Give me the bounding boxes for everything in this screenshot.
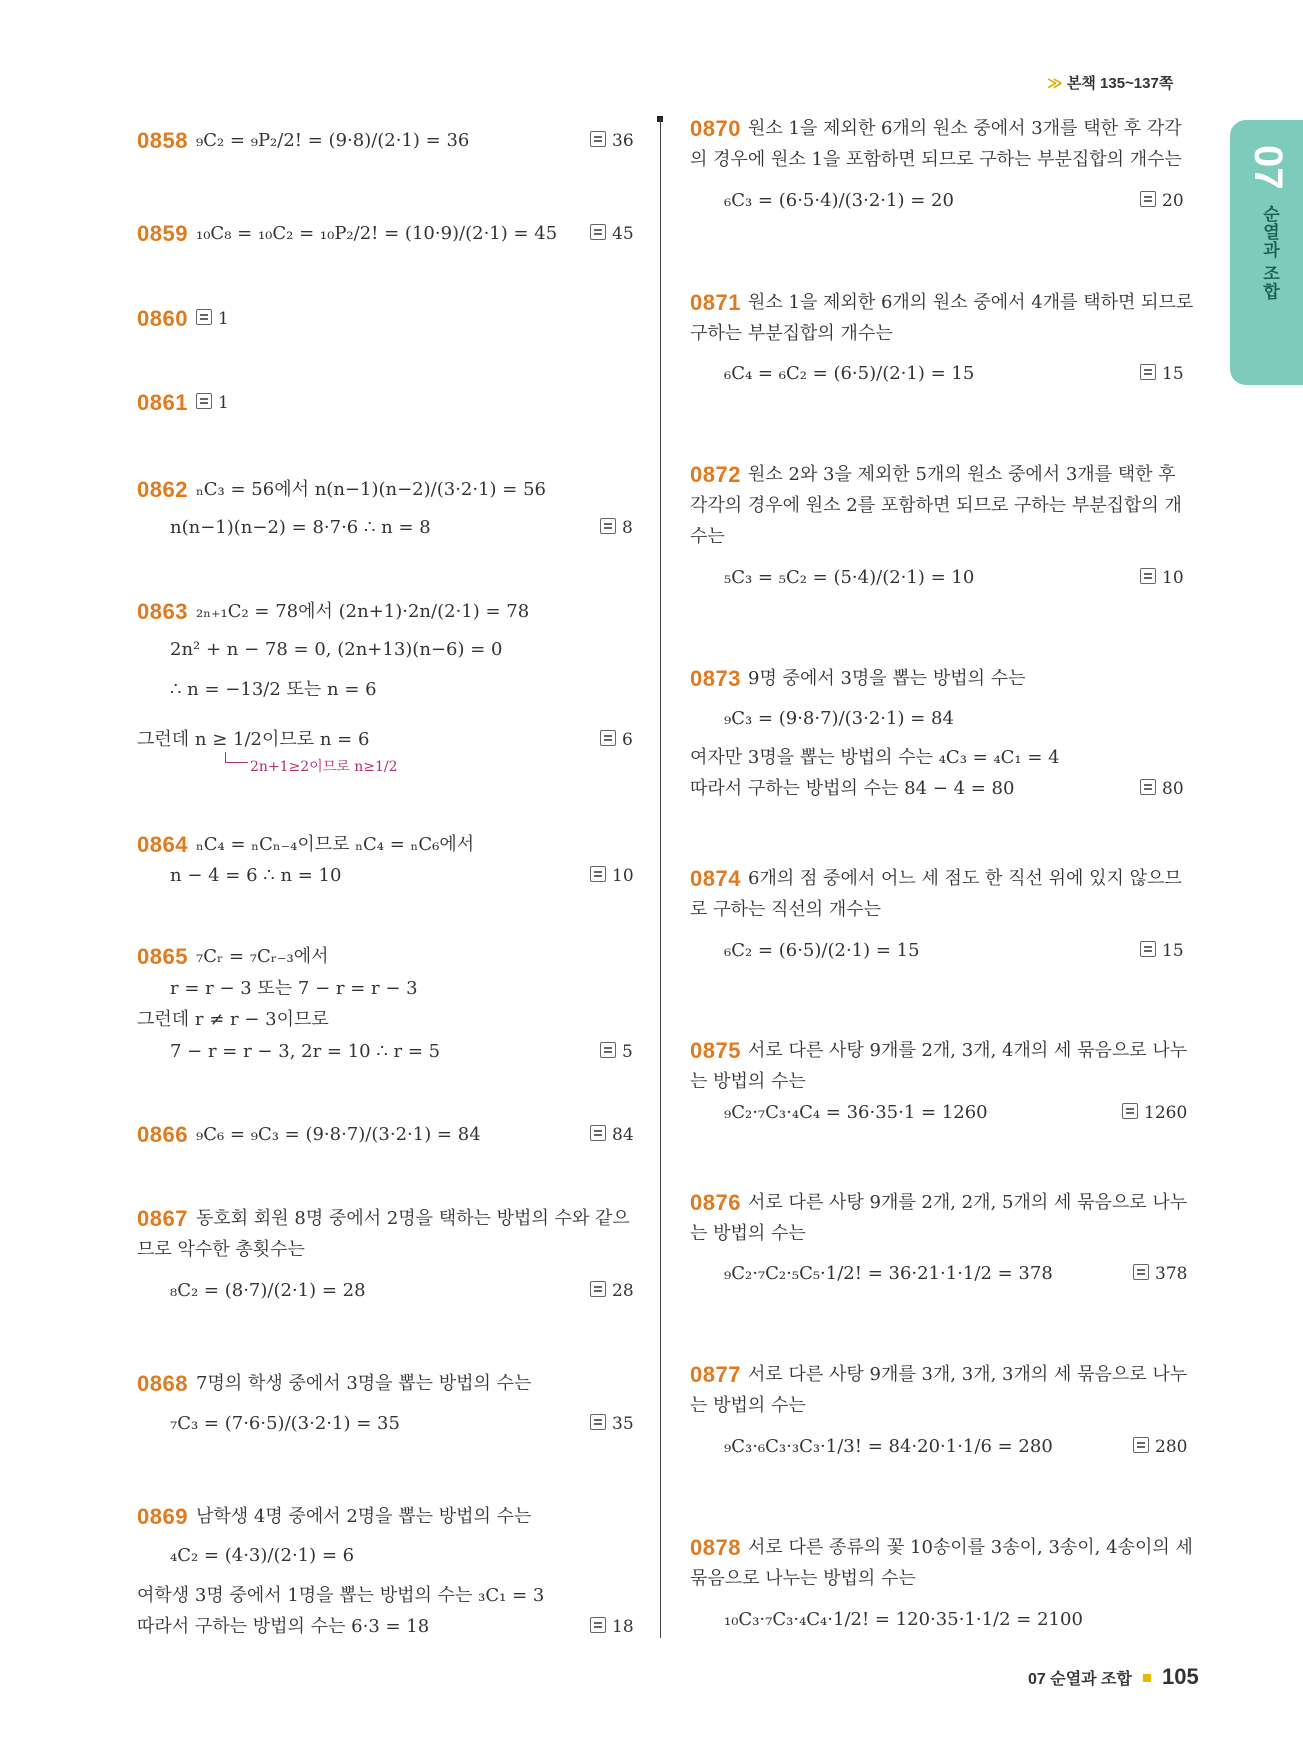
answer-box-icon — [600, 1042, 616, 1058]
answer-value: 10 — [1162, 568, 1184, 588]
answer — [590, 1615, 634, 1639]
answer-value: 8 — [622, 518, 633, 538]
annotation-note: 2n+1≥2이므로 n≥1/2 — [250, 759, 398, 775]
answer-value: 5 — [622, 1042, 633, 1062]
answer — [1140, 777, 1184, 801]
answer-box-icon — [600, 518, 616, 534]
answer-box-icon — [1140, 941, 1156, 957]
page-reference-label: 본책 135~137쪽 — [1066, 75, 1174, 92]
answer — [196, 391, 229, 415]
answer-box-icon — [590, 1281, 606, 1297]
problem-number: 0875 — [690, 1038, 741, 1063]
problem-number: 0859 — [137, 221, 188, 246]
solution-line: 서로 다른 사탕 9개를 2개, 2개, 5개의 세 묶음으로 나누 — [748, 1192, 1188, 1213]
solution-line: ₙC₄ = ₙCₙ₋₄이므로 ₙC₄ = ₙC₆에서 — [196, 834, 475, 855]
problem-number: 0865 — [137, 944, 188, 969]
footer-chapter: 07 순열과 조합 — [1028, 1671, 1132, 1688]
solution-line: 여자만 3명을 뽑는 방법의 수는 ₄C₃ = ₄C₁ = 4 — [690, 747, 1060, 768]
answer-value: 6 — [622, 730, 633, 750]
answer — [1140, 189, 1184, 213]
solution-line: ₅C₃ = ₅C₂ = (5·4)/(2·1) = 10 — [724, 567, 975, 588]
answer — [590, 1123, 634, 1147]
page-footer — [1028, 1664, 1199, 1690]
problem-number: 0858 — [137, 128, 188, 153]
solution-line: ₙC₃ = 56에서 n(n−1)(n−2)/(3·2·1) = 56 — [196, 479, 546, 500]
problem-number: 0870 — [690, 116, 741, 141]
answer — [1140, 566, 1184, 590]
problem-number: 0861 — [137, 390, 188, 415]
solution-line: 는 방법의 수는 — [690, 1223, 806, 1244]
answer — [1133, 1262, 1187, 1286]
answer — [1140, 362, 1184, 386]
problem-number: 0876 — [690, 1190, 741, 1215]
answer-box-icon — [1133, 1264, 1149, 1280]
answer-value: 15 — [1162, 364, 1184, 384]
solution-line: r = r − 3 또는 7 − r = r − 3 — [170, 978, 418, 999]
solution-line: ₈C₂ = (8·7)/(2·1) = 28 — [170, 1280, 366, 1301]
solution-line: ∴ n = −13/2 또는 n = 6 — [170, 679, 377, 700]
problem-number: 0862 — [137, 477, 188, 502]
answer — [1140, 939, 1184, 963]
solution-line: 그런데 r ≠ r − 3이므로 — [137, 1009, 329, 1030]
answer-value: 80 — [1162, 779, 1184, 799]
answer-box-icon — [1133, 1437, 1149, 1453]
answer-value: 18 — [612, 1617, 634, 1637]
solution-line: 6개의 점 중에서 어느 세 점도 한 직선 위에 있지 않으므 — [748, 868, 1182, 889]
answer — [600, 728, 633, 752]
answer-value: 10 — [612, 866, 634, 886]
answer-box-icon — [590, 1125, 606, 1141]
solution-line: ₁₀C₈ = ₁₀C₂ = ₁₀P₂/2! = (10·9)/(2·1) = 45 — [196, 223, 558, 244]
answer-box-icon — [196, 309, 212, 325]
solution-line: 각각의 경우에 원소 2를 포함하면 되므로 구하는 부분집합의 개 — [690, 495, 1182, 516]
problem-number: 0873 — [690, 666, 741, 691]
double-chevron-icon: ≫ — [1047, 75, 1063, 92]
answer-value: 280 — [1155, 1437, 1188, 1457]
solution-line: 는 방법의 수는 — [690, 1395, 806, 1416]
answer — [196, 307, 229, 331]
answer — [590, 1412, 634, 1436]
problem-number: 0863 — [137, 599, 188, 624]
solution-line: 원소 1을 제외한 6개의 원소 중에서 4개를 택하면 되므로 — [748, 292, 1194, 313]
chapter-tab-title: 순열과 조합 — [1260, 205, 1279, 301]
problem-number: 0871 — [690, 290, 741, 315]
chapter-tab-number: 07 — [1246, 145, 1290, 190]
solution-line: ₄C₂ = (4·3)/(2·1) = 6 — [170, 1545, 355, 1566]
answer — [590, 1279, 634, 1303]
problem-number: 0866 — [137, 1122, 188, 1147]
solution-line: ₉C₃ = (9·8·7)/(3·2·1) = 84 — [724, 708, 954, 729]
answer-value: 20 — [1162, 191, 1184, 211]
solution-line: ₁₀C₃·₇C₃·₄C₄·1/2! = 120·35·1·1/2 = 2100 — [724, 1609, 1083, 1630]
solution-line: 2n² + n − 78 = 0, (2n+13)(n−6) = 0 — [170, 639, 503, 660]
answer — [590, 864, 634, 888]
solution-line: ₇C₃ = (7·6·5)/(3·2·1) = 35 — [170, 1413, 400, 1434]
solution-line: 묶음으로 나누는 방법의 수는 — [690, 1568, 916, 1589]
solution-line: 므로 악수한 총횟수는 — [137, 1239, 305, 1260]
answer-box-icon — [590, 224, 606, 240]
solution-line: 서로 다른 사탕 9개를 3개, 3개, 3개의 세 묶음으로 나누 — [748, 1364, 1188, 1385]
problem-number: 0867 — [137, 1206, 188, 1231]
solution-line: ₉C₂·₇C₂·₅C₅·1/2! = 36·21·1·1/2 = 378 — [724, 1263, 1053, 1284]
answer-value: 36 — [612, 131, 634, 151]
problem-number: 0877 — [690, 1362, 741, 1387]
answer — [1122, 1101, 1187, 1125]
answer-box-icon — [1140, 568, 1156, 584]
annotation-bracket — [225, 752, 248, 763]
solution-line: 원소 2와 3을 제외한 5개의 원소 중에서 3개를 택한 후 — [748, 464, 1176, 485]
page-reference — [1047, 72, 1173, 93]
solution-line: 구하는 부분집합의 개수는 — [690, 323, 893, 344]
answer — [590, 222, 634, 246]
page-number: 105 — [1162, 1664, 1199, 1689]
solution-line: ₉C₂ = ₉P₂/2! = (9·8)/(2·1) = 36 — [196, 130, 470, 151]
answer — [600, 1040, 633, 1064]
solution-line: 따라서 구하는 방법의 수는 6·3 = 18 — [137, 1616, 430, 1637]
answer-box-icon — [1122, 1103, 1138, 1119]
solution-line: 그런데 n ≥ 1/2이므로 n = 6 — [137, 729, 370, 750]
answer-box-icon — [196, 393, 212, 409]
solution-line: 서로 다른 사탕 9개를 2개, 3개, 4개의 세 묶음으로 나누 — [748, 1040, 1188, 1061]
problem-number: 0864 — [137, 832, 188, 857]
answer-box-icon — [590, 131, 606, 147]
answer-value: 378 — [1155, 1264, 1188, 1284]
solution-line: n − 4 = 6 ∴ n = 10 — [170, 865, 342, 886]
column-divider — [660, 118, 661, 1638]
solution-line: 동호회 회원 8명 중에서 2명을 택하는 방법의 수와 같으 — [196, 1208, 630, 1229]
answer-value: 84 — [612, 1125, 634, 1145]
solution-line: 의 경우에 원소 1을 포함하면 되므로 구하는 부분집합의 개수는 — [690, 149, 1182, 170]
problem-number: 0874 — [690, 866, 741, 891]
answer-box-icon — [1140, 364, 1156, 380]
solution-line: 7 − r = r − 3, 2r = 10 ∴ r = 5 — [170, 1041, 441, 1062]
solution-line: ₉C₂·₇C₃·₄C₄ = 36·35·1 = 1260 — [724, 1102, 988, 1123]
solution-line: 7명의 학생 중에서 3명을 뽑는 방법의 수는 — [196, 1373, 532, 1394]
solution-line: n(n−1)(n−2) = 8·7·6 ∴ n = 8 — [170, 517, 431, 538]
problem-number: 0878 — [690, 1535, 741, 1560]
solution-line: 남학생 4명 중에서 2명을 뽑는 방법의 수는 — [196, 1506, 532, 1527]
answer-value: 45 — [612, 224, 634, 244]
answer — [1133, 1435, 1187, 1459]
solution-line: ₆C₃ = (6·5·4)/(3·2·1) = 20 — [724, 190, 954, 211]
answer — [590, 129, 634, 153]
answer-value: 1 — [218, 309, 229, 329]
answer-value: 35 — [612, 1414, 634, 1434]
solution-line: 따라서 구하는 방법의 수는 84 − 4 = 80 — [690, 778, 1015, 799]
solution-line: 서로 다른 종류의 꽃 10송이를 3송이, 3송이, 4송이의 세 — [748, 1537, 1193, 1558]
answer-value: 1260 — [1144, 1103, 1188, 1123]
answer-value: 15 — [1162, 941, 1184, 961]
solution-line: 로 구하는 직선의 개수는 — [690, 899, 882, 920]
answer-value: 1 — [218, 393, 229, 413]
problem-number: 0868 — [137, 1371, 188, 1396]
answer-box-icon — [600, 730, 616, 746]
solution-line: 수는 — [690, 526, 725, 547]
answer-box-icon — [1140, 191, 1156, 207]
answer — [600, 516, 633, 540]
answer-box-icon — [590, 866, 606, 882]
solution-line: ₆C₂ = (6·5)/(2·1) = 15 — [724, 940, 920, 961]
solution-line: ₆C₄ = ₆C₂ = (6·5)/(2·1) = 15 — [724, 363, 975, 384]
answer-box-icon — [590, 1414, 606, 1430]
solution-line: 여학생 3명 중에서 1명을 뽑는 방법의 수는 ₃C₁ = 3 — [137, 1585, 545, 1606]
answer-box-icon — [1140, 779, 1156, 795]
answer-value: 28 — [612, 1281, 634, 1301]
problem-number: 0860 — [137, 306, 188, 331]
footer-square-icon — [1143, 1674, 1151, 1682]
solution-line: 9명 중에서 3명을 뽑는 방법의 수는 — [748, 668, 1026, 689]
answer-box-icon — [590, 1617, 606, 1633]
solution-line: ₉C₃·₆C₃·₃C₃·1/3! = 84·20·1·1/6 = 280 — [724, 1436, 1053, 1457]
problem-number: 0869 — [137, 1504, 188, 1529]
solution-line: ₂ₙ₊₁C₂ = 78에서 (2n+1)·2n/(2·1) = 78 — [196, 601, 530, 622]
problem-number: 0872 — [690, 462, 741, 487]
solution-line: 원소 1을 제외한 6개의 원소 중에서 3개를 택한 후 각각 — [748, 118, 1182, 139]
solution-line: 는 방법의 수는 — [690, 1071, 806, 1092]
solution-line: ₉C₆ = ₉C₃ = (9·8·7)/(3·2·1) = 84 — [196, 1124, 481, 1145]
solution-line: ₇Cᵣ = ₇Cᵣ₋₃에서 — [196, 946, 329, 967]
